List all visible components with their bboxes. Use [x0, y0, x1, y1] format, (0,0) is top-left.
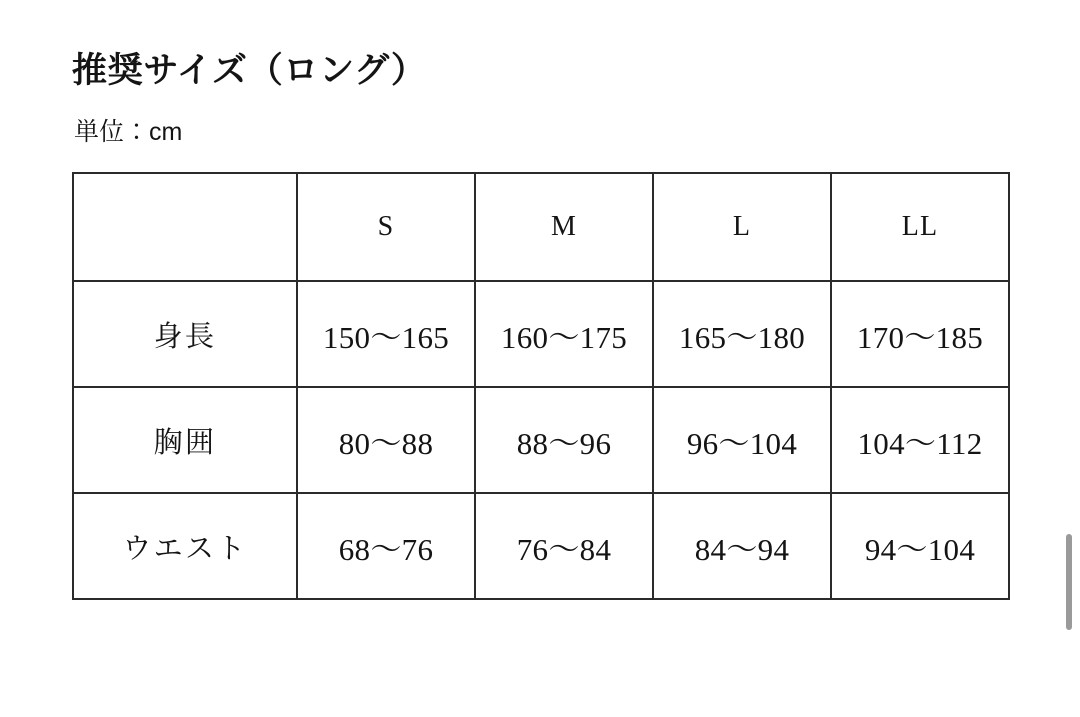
cell-chest-l: 96〜104	[653, 387, 831, 493]
vertical-scrollbar[interactable]	[1066, 534, 1072, 630]
column-header-ll: LL	[831, 173, 1009, 281]
column-header-l: L	[653, 173, 831, 281]
unit-note: 単位：cm	[74, 117, 183, 146]
cell-waist-ll: 94〜104	[831, 493, 1009, 599]
column-header-blank	[73, 173, 297, 281]
table-row	[73, 281, 1009, 387]
cell-chest-s: 80〜88	[297, 387, 475, 493]
table-row	[73, 493, 1009, 599]
cell-waist-m: 76〜84	[475, 493, 653, 599]
cell-height-m: 160〜175	[475, 281, 653, 387]
cell-height-ll: 170〜185	[831, 281, 1009, 387]
cell-chest-m: 88〜96	[475, 387, 653, 493]
column-header-s: S	[297, 173, 475, 281]
size-guide-content	[72, 48, 1008, 600]
table-header-row	[73, 173, 1009, 281]
table-row	[73, 387, 1009, 493]
cell-height-s: 150〜165	[297, 281, 475, 387]
row-label-height: 身長	[73, 281, 297, 387]
row-label-chest: 胸囲	[73, 387, 297, 493]
page-title: 推奨サイズ（ロング）	[72, 51, 427, 90]
table-header	[73, 173, 1009, 281]
cell-height-l: 165〜180	[653, 281, 831, 387]
size-table	[72, 172, 1010, 600]
column-header-m: M	[475, 173, 653, 281]
table-body	[73, 281, 1009, 599]
cell-waist-s: 68〜76	[297, 493, 475, 599]
cell-chest-ll: 104〜112	[831, 387, 1009, 493]
row-label-waist: ウエスト	[73, 493, 297, 599]
cell-waist-l: 84〜94	[653, 493, 831, 599]
